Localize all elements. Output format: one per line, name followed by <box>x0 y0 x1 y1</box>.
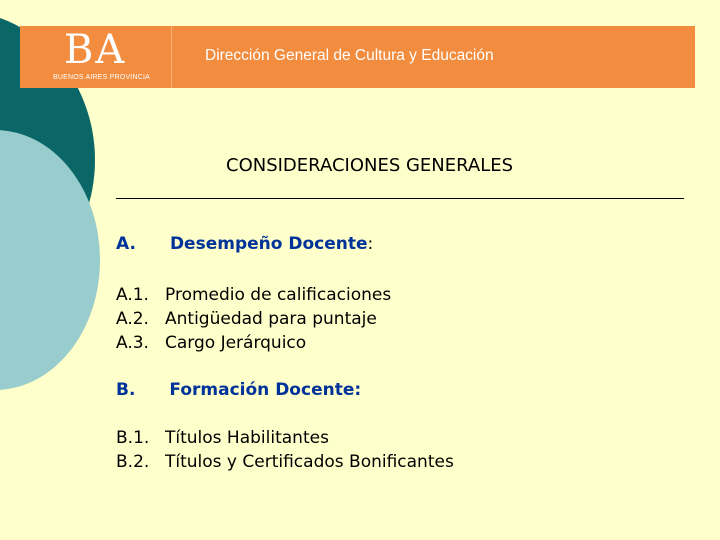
section-b-list <box>116 426 454 474</box>
item-label: Antigüedad para puntaje <box>165 309 377 329</box>
item-label: Títulos y Certificados Bonificantes <box>165 452 454 472</box>
logo-text: BA <box>64 27 127 73</box>
ba-logo <box>20 26 170 88</box>
item-number: A.3. <box>116 333 149 353</box>
title-underline <box>116 198 684 199</box>
section-a-heading <box>116 232 373 256</box>
section-b-letter: B. <box>116 380 136 400</box>
header-divider <box>171 26 172 88</box>
list-item <box>116 283 391 307</box>
section-a-list <box>116 283 391 355</box>
list-item <box>116 307 391 331</box>
item-number: A.2. <box>116 309 149 329</box>
header-banner <box>20 26 695 88</box>
item-label: Cargo Jerárquico <box>165 333 307 353</box>
item-label: Títulos Habilitantes <box>165 428 329 448</box>
list-item <box>116 450 454 474</box>
item-number: B.1. <box>116 428 150 448</box>
item-number: A.1. <box>116 285 149 305</box>
section-b-title: Formación Docente: <box>169 380 362 400</box>
section-a-letter: A. <box>116 234 136 254</box>
section-a-colon: : <box>367 234 374 254</box>
list-item <box>116 331 391 355</box>
logo-subtext: BUENOS AIRES PROVINCIA <box>53 74 150 81</box>
slide-title: CONSIDERACIONES GENERALES <box>226 155 514 176</box>
section-a-title: Desempeño Docente <box>169 234 368 254</box>
header-title: Dirección General de Cultura y Educación <box>205 47 494 64</box>
list-item <box>116 426 454 450</box>
item-number: B.2. <box>116 452 150 472</box>
section-b-heading <box>116 378 361 402</box>
item-label: Promedio de calificaciones <box>165 285 392 305</box>
